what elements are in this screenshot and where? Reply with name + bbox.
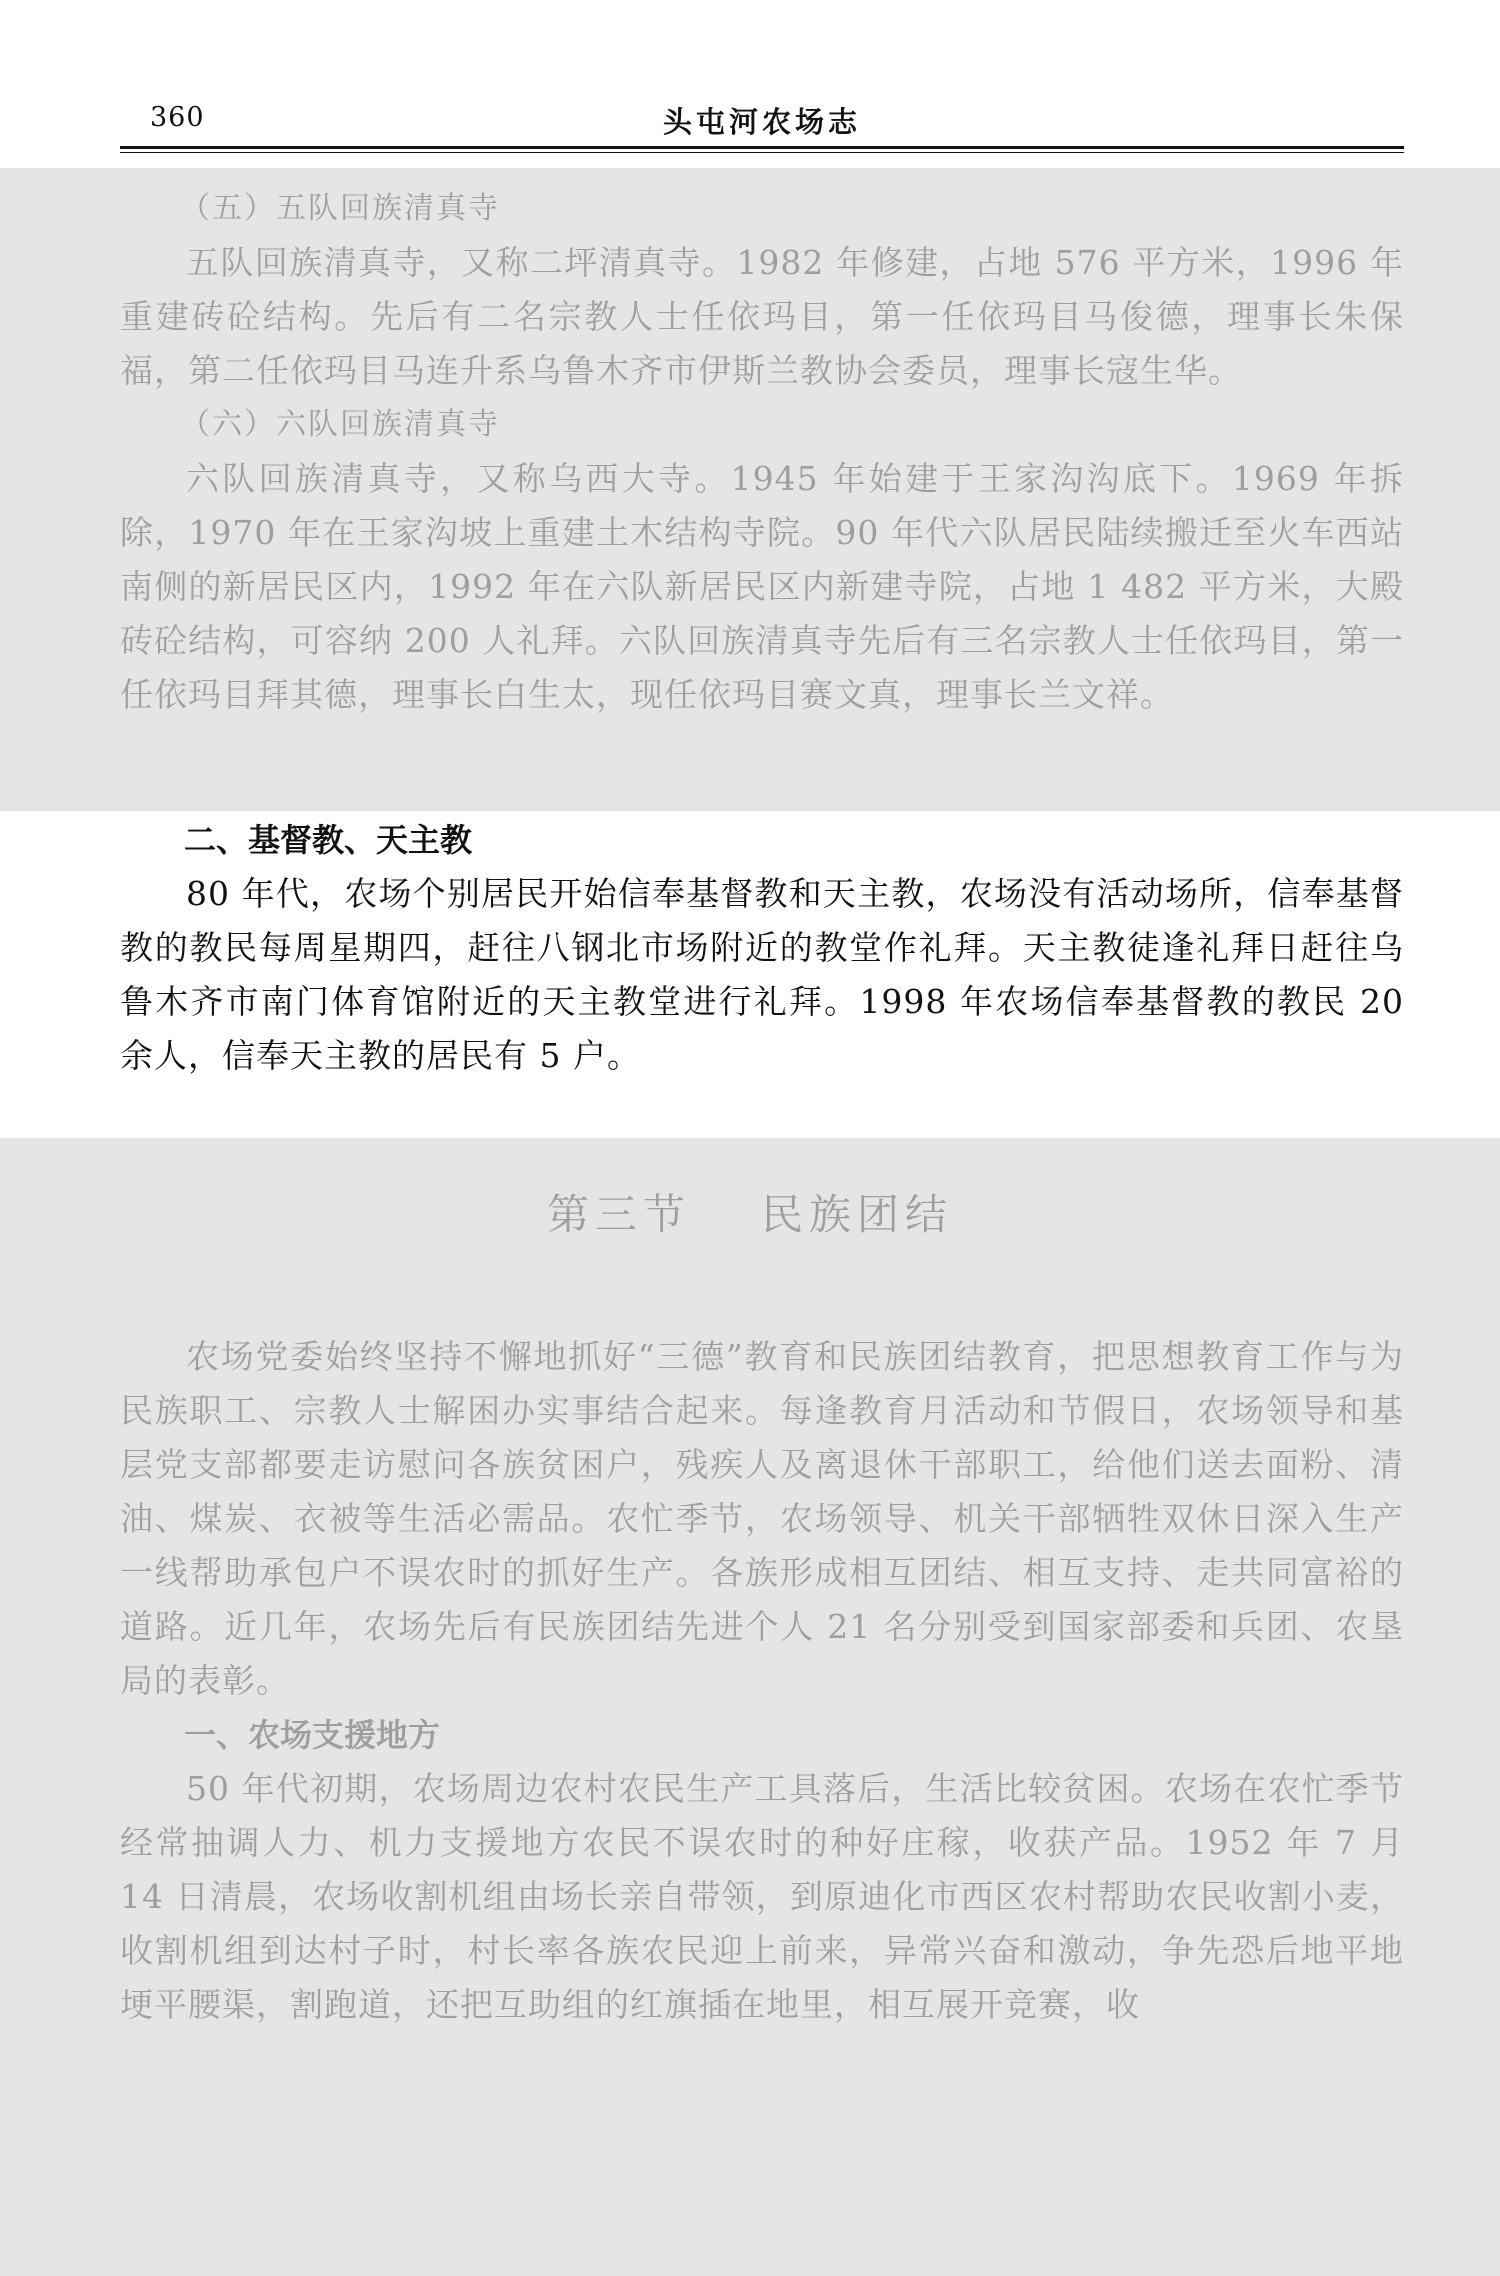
section-title (0, 1182, 1500, 1242)
section-name: 民族团结 (761, 1190, 954, 1239)
page-number: 360 (150, 102, 205, 133)
paragraph-christianity: 80 年代，农场个别居民开始信奉基督教和天主教，农场没有活动场所，信奉基督教的教民每周星期四，赶往八钢北市场附近的教堂作礼拜。天主教徒逢礼拜日赶往乌鲁木齐市南门体育馆附近的天主教堂进行礼拜。1998 年农场信奉基督教的教民 20 余人，信奉天主教的居民有 5 户。 (120, 874, 1404, 1075)
subheading-fifth-team-mosque: （五）五队回族清真寺 (180, 191, 500, 226)
running-header (120, 100, 1404, 140)
block-ethnic-unity (120, 1330, 1404, 2032)
section-number: 第三节 (546, 1190, 691, 1239)
paragraph-sixth-team-mosque: 六队回族清真寺，又称乌西大寺。1945 年始建于王家沟沟底下。1969 年拆除，1970 年在王家沟坡上重建土木结构寺院。90 年代六队居民陆续搬迁至火车西站南侧的新居民区内，1992 年在六队新居民区内新建寺院，占地 1 482 平方米，大殿砖砼结构，可容纳 200 人礼拜。六队回族清真寺先后有三名宗教人士任依玛目，第一任依玛目拜其德，理事长白生太，现任依玛目赛文真，理事长兰文祥。 (120, 459, 1404, 714)
book-title: 头屯河农场志 (662, 105, 861, 139)
paragraph-support-local: 50 年代初期，农场周边农村农民生产工具落后，生活比较贫困。农场在农忙季节经常抽调人力、机力支援地方农民不误农时的种好庄稼，收获产品。1952 年 7 月 14 日清晨，农场收割机组由场长亲自带领，到原迪化市西区农村帮助农民收割小麦，收割机组到达村子时，村长率各族农民迎上前来，异常兴奋和激动，争先恐后地平地埂平腰渠，割跑道，还把互助组的红旗插在地里，相互展开竞赛，收 (120, 1769, 1404, 2024)
block-mosques (120, 182, 1404, 722)
paragraph-ethnic-unity-intro: 农场党委始终坚持不懈地抓好“三德”教育和民族团结教育，把思想教育工作与为民族职工、宗教人士解困办实事结合起来。每逢教育月活动和节假日，农场领导和基层党支部都要走访慰问各族贫困户，残疾人及离退休干部职工，给他们送去面粉、清油、煤炭、衣被等生活必需品。农忙季节，农场领导、机关干部牺牲双休日深入生产一线帮助承包户不误农时的抓好生产。各族形成相互团结、相互支持、走共同富裕的道路。近几年，农场先后有民族团结先进个人 21 名分别受到国家部委和兵团、农垦局的表彰。 (120, 1337, 1404, 1700)
block-christianity (120, 813, 1404, 1083)
subheading-support-local: 一、农场支援地方 (184, 1716, 441, 1754)
header-rule-thick (120, 146, 1404, 149)
subheading-sixth-team-mosque: （六）六队回族清真寺 (180, 407, 500, 442)
header-rule-thin (120, 152, 1404, 153)
heading-christianity-catholicism: 二、基督教、天主教 (184, 821, 473, 859)
paragraph-fifth-team-mosque: 五队回族清真寺，又称二坪清真寺。1982 年修建，占地 576 平方米，1996 年重建砖砼结构。先后有二名宗教人士任依玛目，第一任依玛目马俊德，理事长朱保福，第二任依玛目马连升系乌鲁木齐市伊斯兰教协会委员，理事长寇生华。 (120, 243, 1404, 390)
